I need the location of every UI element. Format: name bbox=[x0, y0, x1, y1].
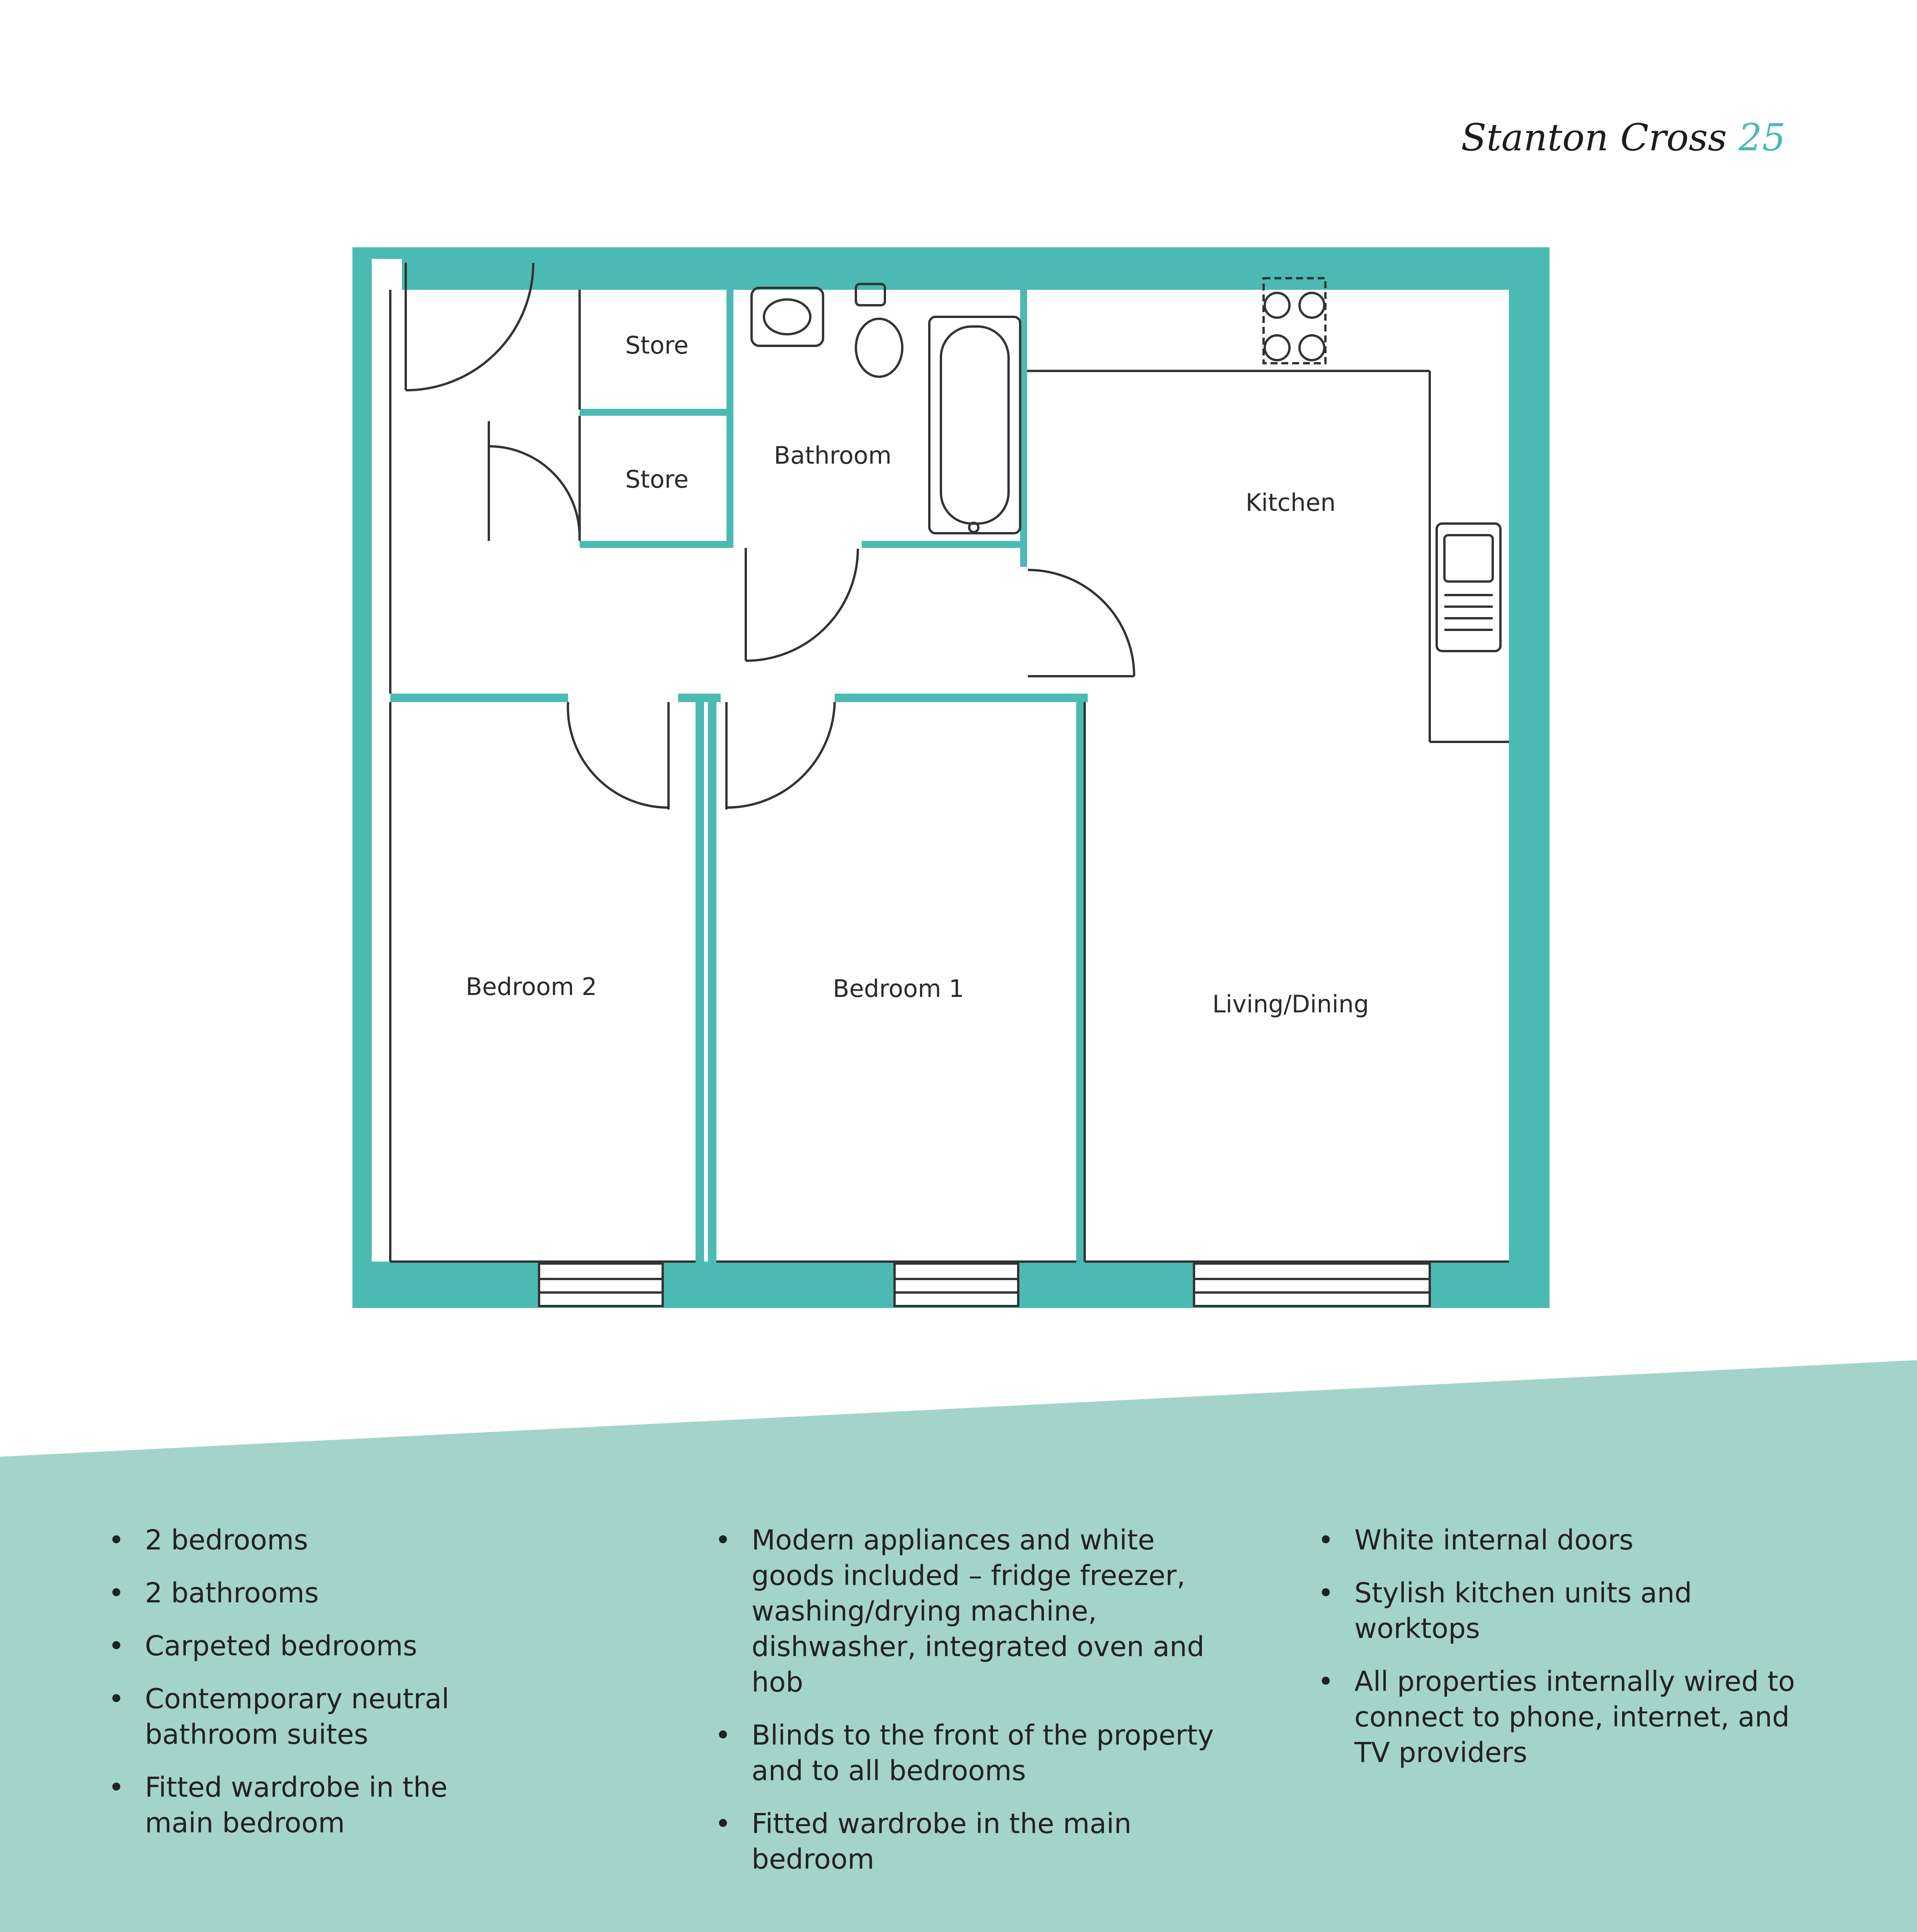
living-dining-label: Living/Dining bbox=[1212, 990, 1369, 1018]
exterior-walls bbox=[352, 247, 1550, 1308]
store-1-label: Store bbox=[625, 331, 689, 359]
bathroom-label: Bathroom bbox=[774, 441, 892, 469]
feature-item: • Stylish kitchen units and worktops bbox=[1318, 1575, 1801, 1646]
kitchen-label: Kitchen bbox=[1245, 488, 1336, 517]
bedroom-2-label: Bedroom 2 bbox=[466, 973, 597, 1001]
feature-item: • Fitted wardrobe in the main bedroom bbox=[108, 1770, 495, 1841]
feature-item: • Carpeted bedrooms bbox=[108, 1628, 495, 1664]
bedroom-1-label: Bedroom 1 bbox=[833, 975, 964, 1003]
store-2-label: Store bbox=[625, 465, 689, 493]
feature-item: • Modern appliances and white goods included – fridge freezer, washing/drying machine, dishwasher, integrated oven and hob bbox=[715, 1522, 1217, 1700]
room-labels bbox=[466, 331, 1369, 1018]
features-column-1 bbox=[108, 1522, 495, 1858]
features-column-3 bbox=[1318, 1522, 1801, 1788]
features-column-2 bbox=[715, 1522, 1217, 1895]
feature-item: • Fitted wardrobe in the main bedroom bbox=[715, 1806, 1217, 1877]
feature-item: • White internal doors bbox=[1318, 1522, 1801, 1558]
inner-wall-lines bbox=[390, 290, 1509, 1262]
feature-item: • All properties internally wired to connect to phone, internet, and TV providers bbox=[1318, 1664, 1801, 1770]
feature-item: • Blinds to the front of the property and to all bedrooms bbox=[715, 1718, 1217, 1789]
page-number: 25 bbox=[1738, 116, 1786, 159]
feature-item: • 2 bedrooms bbox=[108, 1522, 495, 1558]
bathroom-fixtures bbox=[752, 284, 1020, 533]
interior-partitions bbox=[390, 274, 1088, 1262]
feature-item: • 2 bathrooms bbox=[108, 1575, 495, 1611]
development-name: Stanton Cross bbox=[1461, 116, 1727, 159]
feature-item: • Contemporary neutral bathroom suites bbox=[108, 1681, 495, 1752]
